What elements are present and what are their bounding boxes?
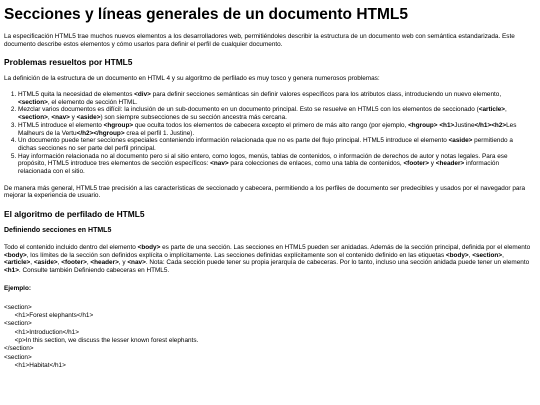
- problems-list-item: 5. Hay información relacionada no al documento pero si al sitio entero, como logos, menús, tablas de contenidos, o información de derechos de autor y notas legales. Para ese propósito, HTML5 introduce tres elementos de sección específicos: <nav> para colecciones de enlaces, como una tabla de contenidos, <footer> y <header> información relacionada con el sitio.: [18, 153, 532, 176]
- intro-paragraph: La especificación HTML5 trae muchos nuevos elementos a los desarrolladores web, permitiéndoles describir la estructura de un documento web con semántica estandarizada. Este documento describe estos elementos y cómo usarlos para definir el perfil de cualquier documento.: [4, 33, 515, 48]
- problems-paragraph: La definición de la estructura de un documento en HTML 4 y su algoritmo de perfilado es muy tosco y genera numerosos problemas:: [4, 75, 380, 83]
- code-example: <section> <h1>Forest elephants</h1> <section> <h1>Introduction</h1> <p>In this section, we discuss the lesser known forest elephants. </section> <section> <h1>Habitat</h1>: [4, 303, 199, 370]
- problems-list-item: 2. Mezclar varios documentos es difícil: la inclusión de un sub-documento en un documento principal. Esto se resuelve en HTML5 con los elementos de seccionado (<article>, <section>, <nav> y <aside>) son siempre subsecciones de su sección ancestra más cercana.: [18, 106, 532, 121]
- page-title: Secciones y líneas generales de un documento HTML5: [4, 6, 408, 23]
- example-label: Ejemplo:: [4, 284, 31, 292]
- closing-paragraph: De manera más general, HTML5 trae precisión a las características de seccionado y cabecera, permitiendo a los perfiles de documento ser predecibles y usados por el navegador para mejorar la experiencia de usuario.: [4, 184, 526, 200]
- problems-list-item: 1. HTML5 quita la necesidad de elementos <div> para definir secciones semánticas sin definir valores específicos para los atributos class, introduciendo un nuevo elemento, <section>, el elemento de sección HTML.: [18, 91, 532, 106]
- problems-list-item: 3. HTML5 introduce el elemento <hgroup> que oculta todos los elementos de cabecera excepto el primero de más alto rango (por ejemplo, <hgroup> <h1>Justine</h1><h2>Les Malheurs de la Vertu</h2></hgroup> crea el perfil 1. Justine).: [18, 122, 532, 137]
- subheading-defining-sections: Definiendo secciones en HTML5: [4, 227, 112, 235]
- sections-paragraph: Todo el contenido incluido dentro del elemento <body> es parte de una sección. Las secciones en HTML5 pueden ser anidadas. Además de la sección principal, definida por el elemento <body>, los límites de la sección son definidos explícita o implícitamente. Las secciones definidas explícitamente son el contenido definido en las etiquetas <body>, <section>, <article>, <aside>, <footer>, <header>, y <nav>. Nota: Cada sección puede tener su propia jerarquía de cabeceras. Por lo tanto, incluso una sección anidada puede tener un elemento <h1>. Consulte también Definiendo cabeceras en HTML5.: [4, 244, 531, 275]
- section-heading-algorithm: El algoritmo de perfilado de HTML5: [4, 209, 145, 220]
- problems-list: [4, 91, 532, 176]
- section-heading-problems: Problemas resueltos por HTML5: [4, 57, 133, 68]
- problems-list-item: 4. Un documento puede tener secciones especiales conteniendo información relacionada que no es parte del flujo principal. HTML5 introduce el elemento <aside> permitiendo a dichas secciones no ser parte del perfil principal.: [18, 137, 532, 152]
